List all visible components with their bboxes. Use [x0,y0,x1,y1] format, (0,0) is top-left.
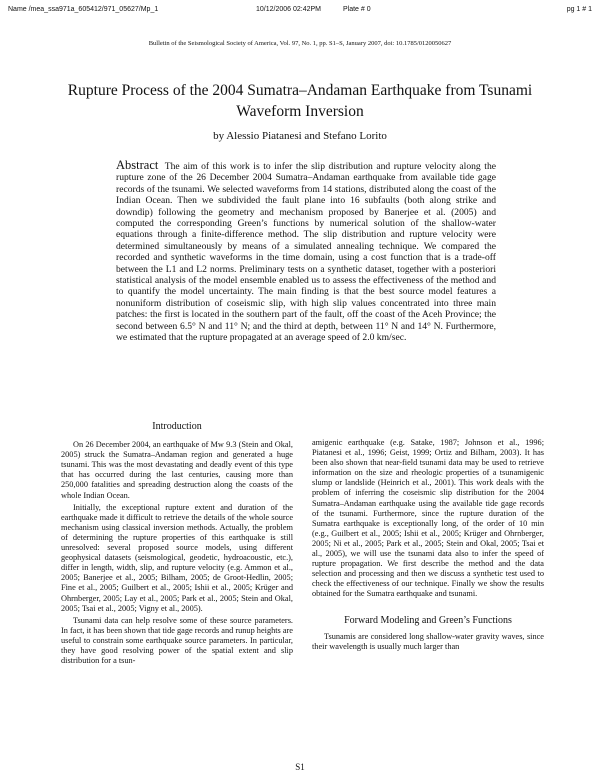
introduction-heading: Introduction [152,421,202,432]
header-name: Name /mea_ssa971a_605412/971_05627/Mp_1 [8,6,159,13]
header-date: 10/12/2006 02:42PM [256,6,321,13]
page-number: S1 [295,762,305,772]
abstract [116,160,496,344]
paragraph: Tsunamis are considered long shallow-water gravity waves, since their wavelength is usually much larger than [312,631,544,651]
header-plate: Plate # 0 [343,6,371,13]
forward-modeling-heading: Forward Modeling and Green’s Functions [344,614,512,626]
abstract-text: The aim of this work is to infer the slip distribution and rupture velocity along the rupture zone of the 26 December 2004 Sumatra–Andaman earthquake from available tide gage records of the tsunami. We selected waveforms from 14 stations, distributed along the coast of the Indian Ocean. Then we subdivided the fault plane into 16 subfaults (both along strike and downdip) following the geometry and mechanism proposed by Banerjee et al. (2005) and computed the corresponding Green’s functions by numerical solution of the shallow-water equations through a finite-difference method. The slip distribution and rupture velocity were determined simultaneously by means of a simulated annealing technique. We compared the recorded and synthetic waveforms in the time domain, using a cost function that is a trade-off between the L1 and L2 norms. Preliminary tests on a synthetic dataset, together with a posteriori statistical analysis of the model ensemble enabled us to assess the effectiveness of the method and to quantify the model uncertainty. The main finding is that the best source model features a nonuniform distribution of coseismic slip, with high slip values concentrated into three main patches: the first is located in the southern part of the fault, off the coast of the Aceh Province; the second between 6.5° N and 11° N; and the third at depth, between 11° N and 14° N. Furthermore, we estimated that the rupture propagated at an average speed of 2.0 km/sec. [116,161,496,344]
right-column [312,438,544,652]
journal-citation: Bulletin of the Seismological Society of America, Vol. 97, No. 1, pp. S1–S, January 2007, doi: 10.1785/0120050627 [148,40,452,47]
paragraph: amigenic earthquake (e.g. Satake, 1987; Johnson et al., 1996; Piatanesi et al., 1996; Geist, 1999; Ortiz and Bilham, 2003). It has been also shown that near-field tsunami data may be used to retrieve information on the size and rheologic properties of a tsunamigenic slump or landslide (Heinrich et al., 2001). This work deals with the problem of inferring the coseismic slip distribution for the 2004 Sumatra–Andaman earthquake using the available tide gage records of the tsunami. Furthermore, since the rupture duration of the Sumatra earthquake is exceptionally long, of the order of 10 min (e.g., Guilbert et al., 2005; Ishii et al., 2005; Krüger and Ohrnberger, 2005; Ni et al., 2005; Park et al., 2005; Stein and Okal, 2005; Tsai et al., 2005), we will use the tsunami data also to infer the speed of rupture propagation. We first describe the method and the data selection and processing and then we discuss a synthetic test used to check the effectiveness of our technique. Finally we show the results obtained for the Sumatra earthquake and tsunami. [312,438,544,599]
header-page: pg 1 # 1 [566,6,592,13]
paragraph: On 26 December 2004, an earthquake of Mw 9.3 (Stein and Okal, 2005) struck the Sumatra–Andaman region and generated a huge tsunami. This was the most devastating and deadly event of this type that has occurred during the last centuries, causing more than 250,000 fatalities and spreading destruction along the coasts of the whole Indian Ocean. [61,440,293,500]
paragraph: Initially, the exceptional rupture extent and duration of the earthquake made it difficult to retrieve the details of the whole source mechanism using classical inversion methods. Actually, the problem of determining the rupture properties of this earthquake is still unresolved: several proposed source models, using different geophysical datasets (seismological, geodetic, hydroacoustic, etc.), differ in length, width, slip, and rupture velocity (e.g. Ammon et al., 2005; Banerjee et al., 2005; Bilham, 2005; de Groot-Hedlin, 2005; Fine et al., 2005; Guilbert et al., 2005; Ishii et al., 2005; Krüger and Ohrnberger, 2005; Lay et al., 2005; Park et al., 2005; Stein and Okal, 2005; Tsai et al., 2005; Vigny et al., 2005). [61,502,293,613]
paper-title: Rupture Process of the 2004 Sumatra–Andaman Earthquake from Tsunami Waveform Inversion [67,82,533,120]
paragraph: Tsunami data can help resolve some of these source parameters. In fact, it has been shown that tide gage records and runup heights are useful to constrain some earthquake source parameters. In particular, they have good resolving power of the spatial extent and slip distribution for a tsun- [61,615,293,666]
left-column [61,422,293,666]
abstract-label: Abstract [116,158,159,172]
authors: by Alessio Piatanesi and Stefano Lorito [213,130,387,142]
